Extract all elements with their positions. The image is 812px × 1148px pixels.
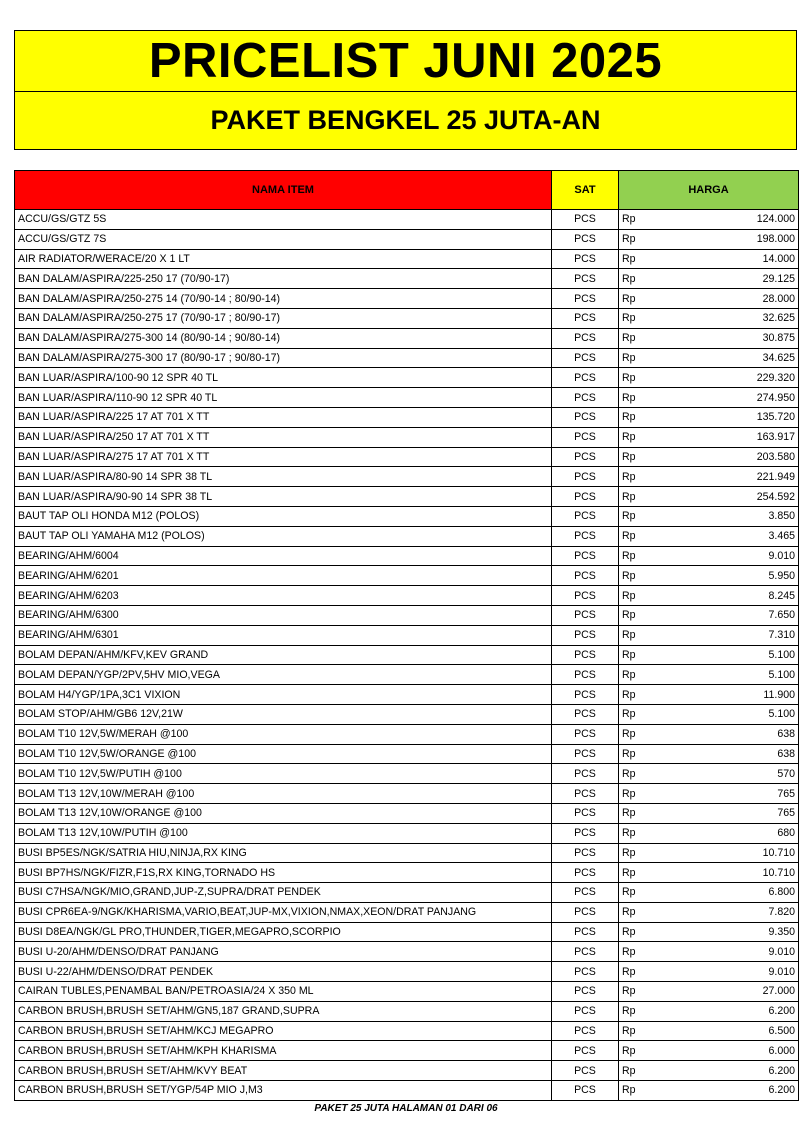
price-value: 163.917 bbox=[756, 431, 795, 444]
unit-cell: PCS bbox=[552, 407, 619, 427]
item-name-cell: ACCU/GS/GTZ 5S bbox=[15, 210, 552, 230]
price-cell bbox=[619, 1001, 799, 1021]
currency-label: Rp bbox=[622, 1025, 636, 1038]
unit-cell: PCS bbox=[552, 843, 619, 863]
item-name-cell: CARBON BRUSH,BRUSH SET/AHM/KCJ MEGAPRO bbox=[15, 1021, 552, 1041]
unit-cell: PCS bbox=[552, 1061, 619, 1081]
price-cell bbox=[619, 922, 799, 942]
currency-label: Rp bbox=[622, 906, 636, 919]
unit-cell: PCS bbox=[552, 506, 619, 526]
currency-label: Rp bbox=[622, 767, 636, 780]
unit-cell: PCS bbox=[552, 724, 619, 744]
item-name-cell: BAN DALAM/ASPIRA/250-275 17 (70/90-17 ; 80/90-17) bbox=[15, 308, 552, 328]
price-value: 9.010 bbox=[768, 965, 795, 978]
item-name-cell: BAUT TAP OLI HONDA M12 (POLOS) bbox=[15, 506, 552, 526]
price-value: 11.900 bbox=[763, 688, 795, 701]
currency-label: Rp bbox=[622, 728, 636, 741]
price-cell bbox=[619, 348, 799, 368]
table-row bbox=[15, 546, 799, 566]
item-name-cell: BAN LUAR/ASPIRA/110-90 12 SPR 40 TL bbox=[15, 388, 552, 408]
price-cell bbox=[619, 724, 799, 744]
currency-label: Rp bbox=[622, 1064, 636, 1077]
price-value: 124.000 bbox=[756, 213, 795, 226]
currency-label: Rp bbox=[622, 351, 636, 364]
item-name-cell: CARBON BRUSH,BRUSH SET/AHM/GN5,187 GRAND,SUPRA bbox=[15, 1001, 552, 1021]
currency-label: Rp bbox=[622, 688, 636, 701]
price-value: 30.875 bbox=[762, 332, 795, 345]
price-cell bbox=[619, 823, 799, 843]
price-cell bbox=[619, 902, 799, 922]
price-cell bbox=[619, 566, 799, 586]
table-row bbox=[15, 447, 799, 467]
price-value: 27.000 bbox=[762, 985, 795, 998]
price-cell bbox=[619, 407, 799, 427]
unit-cell: PCS bbox=[552, 1081, 619, 1101]
currency-label: Rp bbox=[622, 846, 636, 859]
price-cell bbox=[619, 546, 799, 566]
item-name-cell: BAN LUAR/ASPIRA/250 17 AT 701 X TT bbox=[15, 427, 552, 447]
item-name-cell: BAN DALAM/ASPIRA/275-300 14 (80/90-14 ; 90/80-14) bbox=[15, 328, 552, 348]
item-name-cell: BEARING/AHM/6004 bbox=[15, 546, 552, 566]
unit-cell: PCS bbox=[552, 447, 619, 467]
price-value: 765 bbox=[777, 787, 795, 800]
column-header-price: HARGA bbox=[619, 171, 799, 210]
price-value: 5.100 bbox=[768, 668, 795, 681]
item-name-cell: BUSI BP7HS/NGK/FIZR,F1S,RX KING,TORNADO HS bbox=[15, 863, 552, 883]
currency-label: Rp bbox=[622, 648, 636, 661]
price-cell bbox=[619, 1061, 799, 1081]
currency-label: Rp bbox=[622, 1005, 636, 1018]
table-row bbox=[15, 645, 799, 665]
price-value: 638 bbox=[777, 728, 795, 741]
price-value: 765 bbox=[777, 807, 795, 820]
item-name-cell: BAN DALAM/ASPIRA/275-300 17 (80/90-17 ; 90/80-17) bbox=[15, 348, 552, 368]
unit-cell: PCS bbox=[552, 546, 619, 566]
price-value: 14.000 bbox=[762, 252, 795, 265]
table-row bbox=[15, 902, 799, 922]
currency-label: Rp bbox=[622, 292, 636, 305]
currency-label: Rp bbox=[622, 530, 636, 543]
unit-cell: PCS bbox=[552, 625, 619, 645]
table-row bbox=[15, 526, 799, 546]
item-name-cell: BOLAM T10 12V,5W/PUTIH @100 bbox=[15, 764, 552, 784]
table-row bbox=[15, 764, 799, 784]
price-value: 5.100 bbox=[768, 708, 795, 721]
table-row bbox=[15, 843, 799, 863]
currency-label: Rp bbox=[622, 549, 636, 562]
item-name-cell: BOLAM DEPAN/AHM/KFV,KEV GRAND bbox=[15, 645, 552, 665]
price-cell bbox=[619, 210, 799, 230]
item-name-cell: BOLAM T13 12V,10W/PUTIH @100 bbox=[15, 823, 552, 843]
table-row bbox=[15, 665, 799, 685]
currency-label: Rp bbox=[622, 827, 636, 840]
unit-cell: PCS bbox=[552, 1041, 619, 1061]
unit-cell: PCS bbox=[552, 1021, 619, 1041]
price-value: 8.245 bbox=[768, 589, 795, 602]
price-value: 9.010 bbox=[768, 945, 795, 958]
currency-label: Rp bbox=[622, 252, 636, 265]
price-value: 9.010 bbox=[768, 549, 795, 562]
price-value: 274.950 bbox=[756, 391, 795, 404]
table-row bbox=[15, 823, 799, 843]
currency-label: Rp bbox=[622, 233, 636, 246]
currency-label: Rp bbox=[622, 569, 636, 582]
price-value: 6.000 bbox=[768, 1044, 795, 1057]
table-row bbox=[15, 1001, 799, 1021]
price-cell bbox=[619, 704, 799, 724]
unit-cell: PCS bbox=[552, 962, 619, 982]
table-row bbox=[15, 249, 799, 269]
currency-label: Rp bbox=[622, 926, 636, 939]
table-row bbox=[15, 1021, 799, 1041]
table-row bbox=[15, 210, 799, 230]
price-cell bbox=[619, 625, 799, 645]
item-name-cell: BAN DALAM/ASPIRA/250-275 14 (70/90-14 ; 80/90-14) bbox=[15, 289, 552, 309]
price-value: 198.000 bbox=[756, 233, 795, 246]
currency-label: Rp bbox=[622, 391, 636, 404]
item-name-cell: BOLAM T13 12V,10W/ORANGE @100 bbox=[15, 803, 552, 823]
price-value: 7.650 bbox=[768, 609, 795, 622]
currency-label: Rp bbox=[622, 411, 636, 424]
price-value: 3.850 bbox=[768, 510, 795, 523]
table-row bbox=[15, 704, 799, 724]
table-row bbox=[15, 487, 799, 507]
price-cell bbox=[619, 328, 799, 348]
item-name-cell: BAN DALAM/ASPIRA/225-250 17 (70/90-17) bbox=[15, 269, 552, 289]
currency-label: Rp bbox=[622, 431, 636, 444]
unit-cell: PCS bbox=[552, 744, 619, 764]
price-value: 7.820 bbox=[768, 906, 795, 919]
price-cell bbox=[619, 1081, 799, 1101]
price-cell bbox=[619, 229, 799, 249]
price-value: 5.950 bbox=[768, 569, 795, 582]
price-cell bbox=[619, 269, 799, 289]
table-row bbox=[15, 1061, 799, 1081]
table-row bbox=[15, 982, 799, 1002]
table-row bbox=[15, 269, 799, 289]
currency-label: Rp bbox=[622, 312, 636, 325]
price-value: 6.200 bbox=[768, 1005, 795, 1018]
item-name-cell: BUSI BP5ES/NGK/SATRIA HIU,NINJA,RX KING bbox=[15, 843, 552, 863]
price-value: 570 bbox=[777, 767, 795, 780]
currency-label: Rp bbox=[622, 450, 636, 463]
currency-label: Rp bbox=[622, 787, 636, 800]
table-row bbox=[15, 724, 799, 744]
price-value: 34.625 bbox=[762, 351, 795, 364]
table-row bbox=[15, 962, 799, 982]
currency-label: Rp bbox=[622, 807, 636, 820]
price-cell bbox=[619, 803, 799, 823]
column-header-unit: SAT bbox=[552, 171, 619, 210]
price-cell bbox=[619, 447, 799, 467]
item-name-cell: BEARING/AHM/6201 bbox=[15, 566, 552, 586]
price-cell bbox=[619, 388, 799, 408]
price-cell bbox=[619, 883, 799, 903]
currency-label: Rp bbox=[622, 1044, 636, 1057]
table-row bbox=[15, 506, 799, 526]
unit-cell: PCS bbox=[552, 210, 619, 230]
table-row bbox=[15, 368, 799, 388]
price-cell bbox=[619, 685, 799, 705]
item-name-cell: BEARING/AHM/6300 bbox=[15, 605, 552, 625]
table-row bbox=[15, 605, 799, 625]
price-cell bbox=[619, 962, 799, 982]
item-name-cell: BAN LUAR/ASPIRA/275 17 AT 701 X TT bbox=[15, 447, 552, 467]
currency-label: Rp bbox=[622, 668, 636, 681]
price-value: 29.125 bbox=[762, 272, 795, 285]
price-value: 6.500 bbox=[768, 1025, 795, 1038]
price-value: 5.100 bbox=[768, 648, 795, 661]
table-row bbox=[15, 289, 799, 309]
unit-cell: PCS bbox=[552, 982, 619, 1002]
currency-label: Rp bbox=[622, 589, 636, 602]
table-row bbox=[15, 1081, 799, 1101]
page-footer: PAKET 25 JUTA HALAMAN 01 DARI 06 bbox=[314, 1103, 498, 1114]
unit-cell: PCS bbox=[552, 427, 619, 447]
table-row bbox=[15, 348, 799, 368]
price-value: 9.350 bbox=[768, 926, 795, 939]
unit-cell: PCS bbox=[552, 605, 619, 625]
price-value: 221.949 bbox=[756, 470, 795, 483]
item-name-cell: BOLAM H4/YGP/1PA,3C1 VIXION bbox=[15, 685, 552, 705]
price-cell bbox=[619, 1021, 799, 1041]
table-row bbox=[15, 328, 799, 348]
unit-cell: PCS bbox=[552, 289, 619, 309]
unit-cell: PCS bbox=[552, 803, 619, 823]
unit-cell: PCS bbox=[552, 348, 619, 368]
table-row bbox=[15, 863, 799, 883]
price-value: 3.465 bbox=[768, 530, 795, 543]
currency-label: Rp bbox=[622, 708, 636, 721]
table-row bbox=[15, 388, 799, 408]
price-cell bbox=[619, 744, 799, 764]
currency-label: Rp bbox=[622, 945, 636, 958]
item-name-cell: BOLAM STOP/AHM/GB6 12V,21W bbox=[15, 704, 552, 724]
currency-label: Rp bbox=[622, 470, 636, 483]
unit-cell: PCS bbox=[552, 229, 619, 249]
price-cell bbox=[619, 249, 799, 269]
item-name-cell: AIR RADIATOR/WERACE/20 X 1 LT bbox=[15, 249, 552, 269]
unit-cell: PCS bbox=[552, 863, 619, 883]
table-row bbox=[15, 883, 799, 903]
price-cell bbox=[619, 863, 799, 883]
document-header bbox=[14, 30, 797, 150]
table-row bbox=[15, 922, 799, 942]
unit-cell: PCS bbox=[552, 883, 619, 903]
price-cell bbox=[619, 784, 799, 804]
currency-label: Rp bbox=[622, 1084, 636, 1097]
price-cell bbox=[619, 605, 799, 625]
page-title: PRICELIST JUNI 2025 bbox=[15, 31, 796, 92]
table-body bbox=[15, 210, 799, 1101]
price-value: 7.310 bbox=[768, 629, 795, 642]
table-row bbox=[15, 744, 799, 764]
table-row bbox=[15, 229, 799, 249]
currency-label: Rp bbox=[622, 490, 636, 503]
item-name-cell: BOLAM T10 12V,5W/ORANGE @100 bbox=[15, 744, 552, 764]
table-row bbox=[15, 427, 799, 447]
table-row bbox=[15, 685, 799, 705]
unit-cell: PCS bbox=[552, 388, 619, 408]
table-row bbox=[15, 308, 799, 328]
unit-cell: PCS bbox=[552, 308, 619, 328]
unit-cell: PCS bbox=[552, 566, 619, 586]
currency-label: Rp bbox=[622, 747, 636, 760]
item-name-cell: BOLAM T13 12V,10W/MERAH @100 bbox=[15, 784, 552, 804]
price-cell bbox=[619, 289, 799, 309]
item-name-cell: CAIRAN TUBLES,PENAMBAL BAN/PETROASIA/24 X 350 ML bbox=[15, 982, 552, 1002]
unit-cell: PCS bbox=[552, 328, 619, 348]
unit-cell: PCS bbox=[552, 665, 619, 685]
currency-label: Rp bbox=[622, 886, 636, 899]
price-value: 6.800 bbox=[768, 886, 795, 899]
item-name-cell: CARBON BRUSH,BRUSH SET/AHM/KVY BEAT bbox=[15, 1061, 552, 1081]
currency-label: Rp bbox=[622, 866, 636, 879]
unit-cell: PCS bbox=[552, 269, 619, 289]
unit-cell: PCS bbox=[552, 704, 619, 724]
currency-label: Rp bbox=[622, 985, 636, 998]
currency-label: Rp bbox=[622, 965, 636, 978]
currency-label: Rp bbox=[622, 510, 636, 523]
item-name-cell: CARBON BRUSH,BRUSH SET/YGP/54P MIO J,M3 bbox=[15, 1081, 552, 1101]
price-cell bbox=[619, 427, 799, 447]
price-cell bbox=[619, 467, 799, 487]
item-name-cell: BUSI CPR6EA-9/NGK/KHARISMA,VARIO,BEAT,JUP-MX,VIXION,NMAX,XEON/DRAT PANJANG bbox=[15, 902, 552, 922]
price-value: 229.320 bbox=[756, 371, 795, 384]
unit-cell: PCS bbox=[552, 764, 619, 784]
table-row bbox=[15, 803, 799, 823]
unit-cell: PCS bbox=[552, 942, 619, 962]
item-name-cell: BAN LUAR/ASPIRA/225 17 AT 701 X TT bbox=[15, 407, 552, 427]
price-value: 6.200 bbox=[768, 1064, 795, 1077]
price-cell bbox=[619, 526, 799, 546]
unit-cell: PCS bbox=[552, 784, 619, 804]
price-cell bbox=[619, 1041, 799, 1061]
item-name-cell: BAN LUAR/ASPIRA/80-90 14 SPR 38 TL bbox=[15, 467, 552, 487]
price-value: 28.000 bbox=[762, 292, 795, 305]
currency-label: Rp bbox=[622, 609, 636, 622]
table-row bbox=[15, 467, 799, 487]
price-cell bbox=[619, 764, 799, 784]
table-row bbox=[15, 1041, 799, 1061]
unit-cell: PCS bbox=[552, 922, 619, 942]
item-name-cell: BUSI C7HSA/NGK/MIO,GRAND,JUP-Z,SUPRA/DRAT PENDEK bbox=[15, 883, 552, 903]
currency-label: Rp bbox=[622, 371, 636, 384]
price-value: 680 bbox=[777, 827, 795, 840]
unit-cell: PCS bbox=[552, 526, 619, 546]
price-cell bbox=[619, 487, 799, 507]
unit-cell: PCS bbox=[552, 685, 619, 705]
price-value: 203.580 bbox=[756, 450, 795, 463]
price-value: 10.710 bbox=[762, 846, 795, 859]
item-name-cell: BAN LUAR/ASPIRA/100-90 12 SPR 40 TL bbox=[15, 368, 552, 388]
price-value: 6.200 bbox=[768, 1084, 795, 1097]
item-name-cell: ACCU/GS/GTZ 7S bbox=[15, 229, 552, 249]
price-value: 32.625 bbox=[762, 312, 795, 325]
price-cell bbox=[619, 368, 799, 388]
price-table bbox=[14, 170, 799, 1101]
price-value: 10.710 bbox=[762, 866, 795, 879]
table-row bbox=[15, 625, 799, 645]
unit-cell: PCS bbox=[552, 368, 619, 388]
item-name-cell: BUSI U-20/AHM/DENSO/DRAT PANJANG bbox=[15, 942, 552, 962]
item-name-cell: BAN LUAR/ASPIRA/90-90 14 SPR 38 TL bbox=[15, 487, 552, 507]
currency-label: Rp bbox=[622, 332, 636, 345]
page-subtitle: PAKET BENGKEL 25 JUTA-AN bbox=[210, 105, 601, 135]
price-cell bbox=[619, 665, 799, 685]
table-row bbox=[15, 586, 799, 606]
price-cell bbox=[619, 586, 799, 606]
unit-cell: PCS bbox=[552, 487, 619, 507]
item-name-cell: BEARING/AHM/6203 bbox=[15, 586, 552, 606]
price-cell bbox=[619, 982, 799, 1002]
price-value: 638 bbox=[777, 747, 795, 760]
price-value: 135.720 bbox=[756, 411, 795, 424]
table-row bbox=[15, 942, 799, 962]
item-name-cell: BEARING/AHM/6301 bbox=[15, 625, 552, 645]
item-name-cell: BOLAM DEPAN/YGP/2PV,5HV MIO,VEGA bbox=[15, 665, 552, 685]
price-cell bbox=[619, 506, 799, 526]
item-name-cell: BUSI D8EA/NGK/GL PRO,THUNDER,TIGER,MEGAPRO,SCORPIO bbox=[15, 922, 552, 942]
table-row bbox=[15, 566, 799, 586]
currency-label: Rp bbox=[622, 213, 636, 226]
currency-label: Rp bbox=[622, 272, 636, 285]
unit-cell: PCS bbox=[552, 467, 619, 487]
item-name-cell: BAUT TAP OLI YAMAHA M12 (POLOS) bbox=[15, 526, 552, 546]
item-name-cell: BUSI U-22/AHM/DENSO/DRAT PENDEK bbox=[15, 962, 552, 982]
unit-cell: PCS bbox=[552, 249, 619, 269]
table-row bbox=[15, 407, 799, 427]
item-name-cell: BOLAM T10 12V,5W/MERAH @100 bbox=[15, 724, 552, 744]
price-cell bbox=[619, 308, 799, 328]
unit-cell: PCS bbox=[552, 586, 619, 606]
unit-cell: PCS bbox=[552, 902, 619, 922]
price-cell bbox=[619, 645, 799, 665]
price-cell bbox=[619, 843, 799, 863]
item-name-cell: CARBON BRUSH,BRUSH SET/AHM/KPH KHARISMA bbox=[15, 1041, 552, 1061]
table-row bbox=[15, 784, 799, 804]
table-header-row bbox=[15, 171, 799, 210]
unit-cell: PCS bbox=[552, 823, 619, 843]
unit-cell: PCS bbox=[552, 1001, 619, 1021]
price-cell bbox=[619, 942, 799, 962]
currency-label: Rp bbox=[622, 629, 636, 642]
column-header-name: NAMA ITEM bbox=[15, 171, 552, 210]
unit-cell: PCS bbox=[552, 645, 619, 665]
price-value: 254.592 bbox=[756, 490, 795, 503]
